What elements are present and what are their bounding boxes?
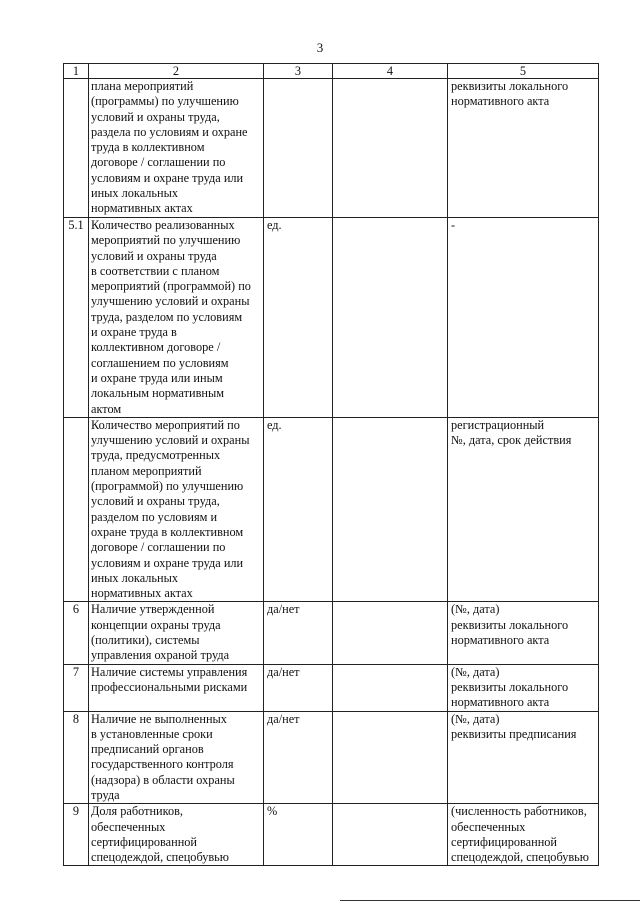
table-row	[64, 417, 599, 602]
footer-rule	[340, 900, 640, 901]
row-number	[64, 417, 89, 602]
requisites-text: реквизиты локального нормативного акта	[451, 79, 569, 109]
table-row	[64, 711, 599, 804]
row-unit	[264, 79, 333, 218]
row-number: 8	[64, 711, 89, 804]
row-description	[89, 602, 264, 664]
requisites-text: (численность работников, обеспеченных сертифицированной спецодеждой, спецобувью	[451, 804, 589, 865]
row-unit: да/нет	[264, 664, 333, 711]
row-description	[89, 711, 264, 804]
row-unit: да/нет	[264, 711, 333, 804]
table-body	[64, 79, 599, 866]
table-row	[64, 602, 599, 664]
column-header-3: 3	[264, 64, 333, 79]
row-value	[333, 711, 448, 804]
row-requisites	[448, 602, 599, 664]
row-requisites	[448, 417, 599, 602]
row-requisites	[448, 218, 599, 418]
requisites-text: (№, дата) реквизиты локального нормативного акта	[451, 664, 569, 710]
row-number: 5.1	[64, 218, 89, 418]
table-row	[64, 79, 599, 218]
table-row	[64, 804, 599, 866]
table-row	[64, 218, 599, 418]
description-text: Наличие утвержденной концепции охраны труда (политики), системы управления охраной труда	[91, 602, 230, 663]
description-text: Количество реализованных мероприятий по улучшению условий и охраны труда в соответствии с планом мероприятий (программой) по улучшению условий и охраны труда, разделом по условиям и охране труда в коллективном договоре / соглашением по условиям и охране труда или иным локальным нормативным актом	[91, 218, 251, 416]
row-description	[89, 804, 264, 866]
row-requisites	[448, 711, 599, 804]
row-value	[333, 804, 448, 866]
row-value	[333, 79, 448, 218]
description-text: Наличие не выполненных в установленные сроки предписаний органов государственного контроля (надзора) в области охраны труда	[91, 711, 235, 802]
row-unit: ед.	[264, 417, 333, 602]
description-text: Доля работников, обеспеченных сертифицированной спецодеждой, спецобувью	[91, 804, 229, 865]
row-unit: ед.	[264, 218, 333, 418]
requisites-text: -	[451, 218, 456, 232]
page-number: 3	[316, 40, 324, 55]
description-text: плана мероприятий (программы) по улучшению условий и охраны труда, раздела по условиям и охране труда в коллективном договоре / соглашении по условиям и охране труда или иных локальных нормативных актах	[91, 79, 248, 216]
row-description	[89, 417, 264, 602]
row-description	[89, 218, 264, 418]
row-number: 7	[64, 664, 89, 711]
row-value	[333, 218, 448, 418]
row-value	[333, 664, 448, 711]
row-number	[64, 79, 89, 218]
column-header-4: 4	[333, 64, 448, 79]
description-text: Наличие системы управления профессиональными рисками	[91, 664, 248, 694]
column-header-1: 1	[64, 64, 89, 79]
column-header-5: 5	[448, 64, 599, 79]
row-requisites	[448, 79, 599, 218]
row-unit: да/нет	[264, 602, 333, 664]
requisites-text: регистрационный №, дата, срок действия	[451, 417, 572, 448]
row-requisites	[448, 664, 599, 711]
row-value	[333, 417, 448, 602]
column-header-2: 2	[89, 64, 264, 79]
row-number: 9	[64, 804, 89, 866]
header-row	[64, 64, 599, 79]
table-row	[64, 664, 599, 711]
row-description	[89, 664, 264, 711]
table-header	[64, 64, 599, 79]
requisites-text: (№, дата) реквизиты предписания	[451, 711, 577, 741]
row-value	[333, 602, 448, 664]
row-requisites	[448, 804, 599, 866]
requisites-text: (№, дата) реквизиты локального нормативного акта	[451, 602, 569, 648]
indicators-table	[63, 63, 599, 866]
row-unit: %	[264, 804, 333, 866]
row-number: 6	[64, 602, 89, 664]
row-description	[89, 79, 264, 218]
description-text: Количество мероприятий по улучшению условий и охраны труда, предусмотренных планом мероприятий (программой) по улучшению условий и охраны труда, разделом по условиям и охране труда в коллективном договоре / соглашении по условиям и охране труда или иных локальных нормативных актах	[91, 417, 250, 601]
